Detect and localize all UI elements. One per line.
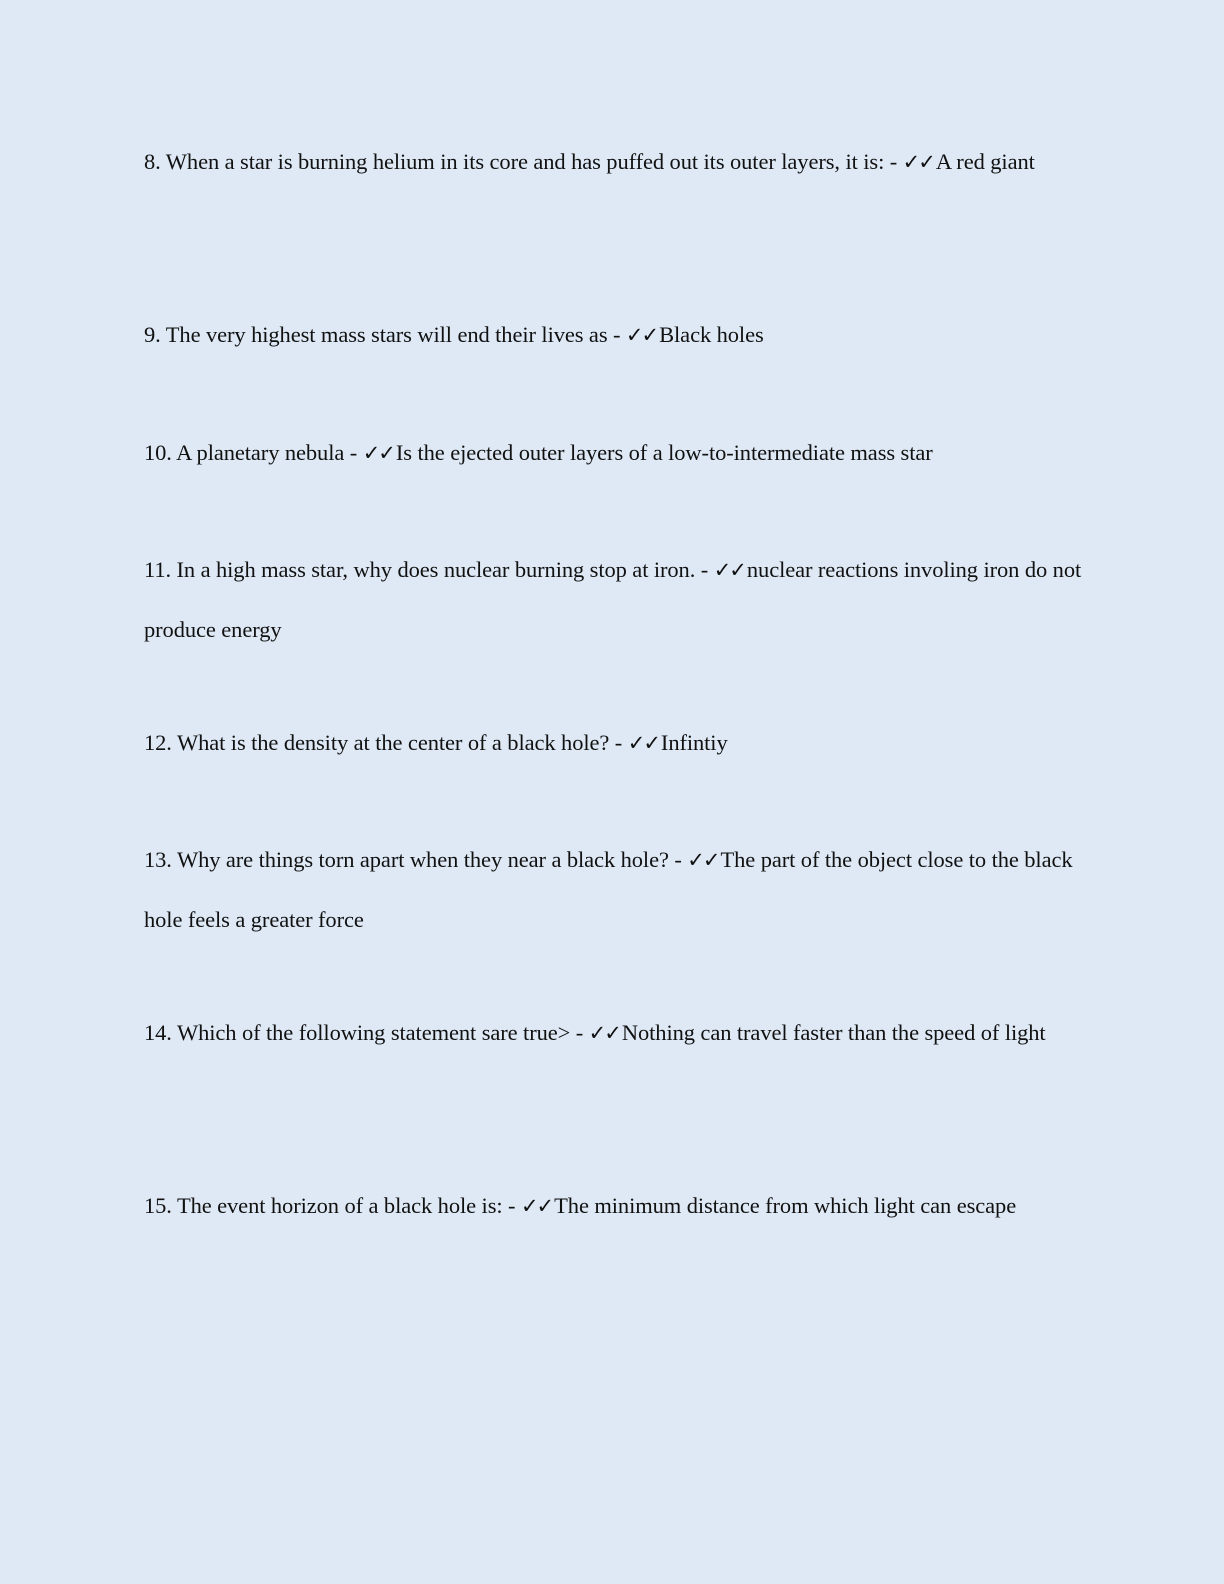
check-mark-icon: ✓✓ [713,558,745,582]
answer-text: Nothing can travel faster than the speed of light [621,1020,1046,1045]
question-text: 11. In a high mass star, why does nuclear burning stop at iron. - [144,557,714,582]
check-mark-icon: ✓✓ [627,731,659,755]
question-text: 15. The event horizon of a black hole is: - [144,1193,521,1218]
qa-item-10 [144,423,1084,483]
qa-item-11 [144,540,1084,659]
check-mark-icon: ✓✓ [902,150,934,174]
question-text: 9. The very highest mass stars will end their lives as - [144,322,626,347]
check-mark-icon: ✓✓ [687,848,719,872]
qa-item-15 [144,1176,1084,1236]
qa-item-13 [144,830,1084,949]
answer-text: Is the ejected outer layers of a low-to-intermediate mass star [395,440,933,465]
qa-item-9 [144,305,1084,365]
question-text: 10. A planetary nebula - [144,440,363,465]
qa-item-14 [144,1003,1084,1063]
check-mark-icon: ✓✓ [588,1021,620,1045]
question-text: 13. Why are things torn apart when they near a black hole? - [144,847,688,872]
answer-text: Infintiy [660,730,728,755]
answer-text: Black holes [659,322,764,347]
question-text: 14. Which of the following statement sare true> - [144,1020,589,1045]
answer-text: The part of the object close to the black hole feels a greater force [144,847,1073,932]
question-text: 8. When a star is burning helium in its core and has puffed out its outer layers, it is: - [144,149,903,174]
answer-text: The minimum distance from which light can escape [554,1193,1017,1218]
question-text: 12. What is the density at the center of a black hole? - [144,730,628,755]
check-mark-icon: ✓✓ [520,1194,553,1218]
check-mark-icon: ✓✓ [362,441,394,465]
check-mark-icon: ✓✓ [625,323,658,347]
qa-item-8 [144,132,1084,192]
answer-text: A red giant [935,149,1035,174]
qa-item-12 [144,713,1084,773]
answer-text: nuclear reactions involing iron do not produce energy [144,557,1082,642]
